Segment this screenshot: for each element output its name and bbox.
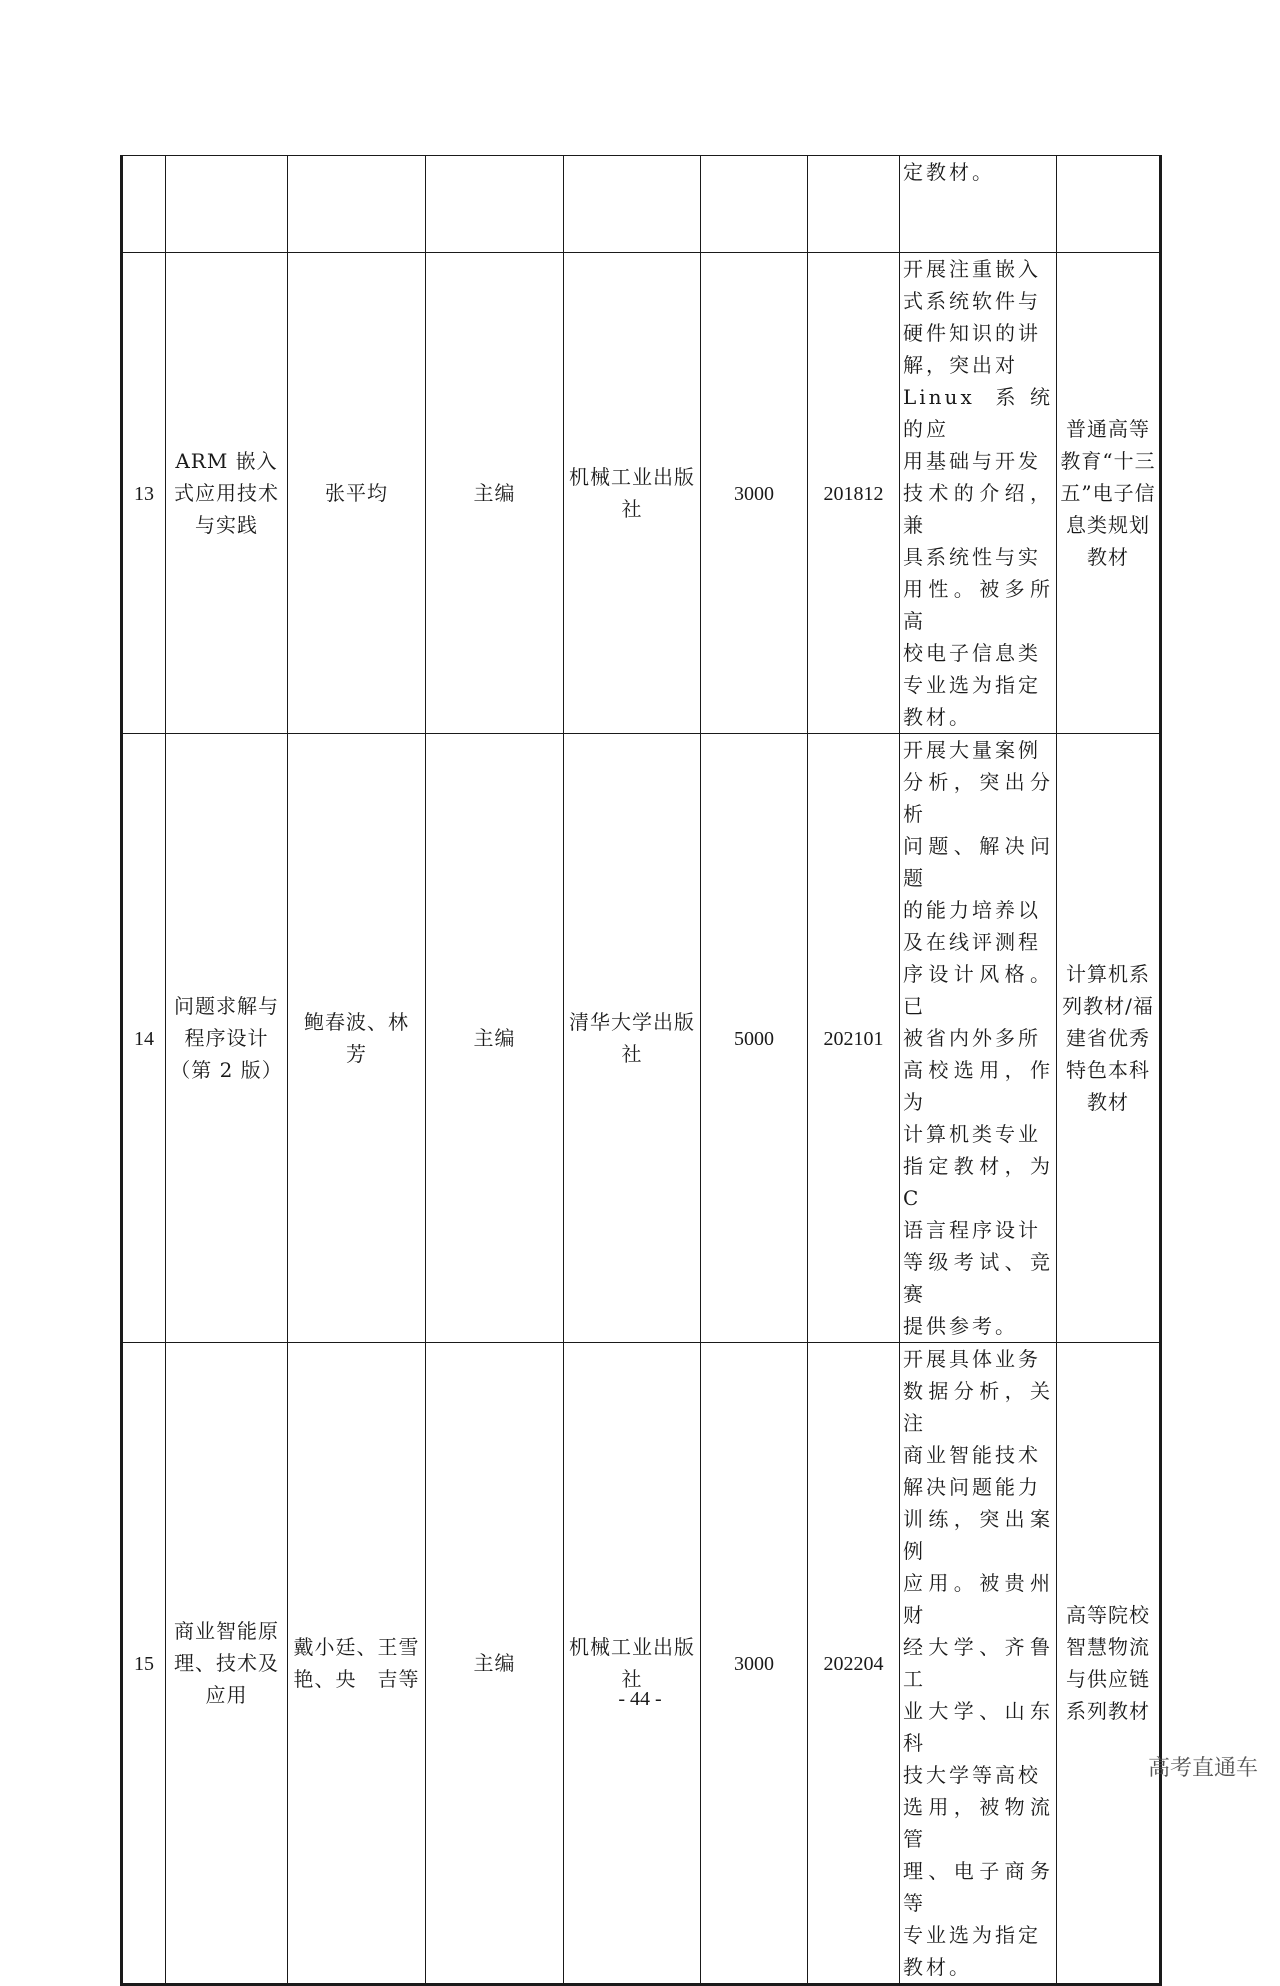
cell-publisher [564, 253, 701, 734]
publisher: 清华大学出版 社 [569, 1010, 695, 1066]
cell-role [426, 253, 564, 734]
cell-date [808, 734, 900, 1343]
cell-desc [900, 253, 1057, 734]
cell-role [426, 156, 564, 253]
cell-no [122, 156, 166, 253]
desc-text: 开展大量案例 分析，突出分析 问题、解决问题 的能力培养以 及在线评测程 序设计风格。已 被省内外多所 高校选用，作为 计算机类专业 指定教材，为 C 语言程序设计 等级考试、竞赛 提供参考。 [903, 738, 1053, 1338]
cell-copies [701, 1343, 808, 1985]
desc-text: 开展具体业务 数据分析，关注 商业智能技术 解决问题能力 训练，突出案例 应用。被贵州财 经大学、齐鲁工 业大学、山东科 技大学等高校 选用，被物流管 理、电子商务等 专业选为指定 教材。 [903, 1347, 1053, 1979]
cell-title [166, 253, 288, 734]
publish-date: 201812 [823, 482, 884, 505]
publisher: 机械工业出版 社 [569, 1635, 695, 1691]
table-row [122, 734, 1161, 1343]
cell-role [426, 734, 564, 1343]
copies: 3000 [734, 1652, 774, 1675]
desc-text: 定教材。 [903, 160, 995, 184]
cell-author [288, 1343, 426, 1985]
row-number: 15 [134, 1652, 154, 1675]
desc-text: 开展注重嵌入 式系统软件与 硬件知识的讲 解，突出对 Linux 系统的应 用基础与开发 技术的介绍，兼 具系统性与实 用性。被多所高 校电子信息类 专业选为指定 教材。 [903, 257, 1053, 729]
book-title: 商业智能原 理、技术及 应用 [174, 1619, 279, 1707]
cell-publisher [564, 734, 701, 1343]
cell-author [288, 156, 426, 253]
series: 计算机系 列教材/福 建省优秀 特色本科 教材 [1062, 962, 1154, 1114]
watermark-text: 高考直通车 [1147, 1756, 1258, 1781]
author: 张平均 [325, 481, 388, 505]
cell-no [122, 253, 166, 734]
author: 戴小廷、王雪 艳、央 吉等 [293, 1635, 420, 1691]
copies: 3000 [734, 482, 774, 505]
cell-series [1057, 734, 1161, 1343]
cell-desc [900, 156, 1057, 253]
author: 鲍春波、林 芳 [304, 1010, 409, 1066]
page-number: - 44 - [618, 1688, 662, 1710]
role: 主编 [473, 481, 516, 505]
cell-series [1057, 156, 1161, 253]
cell-no [122, 1343, 166, 1985]
row-number: 13 [134, 482, 154, 505]
table-row [122, 253, 1161, 734]
table-row-continued [122, 156, 1161, 253]
table-row [122, 1343, 1161, 1985]
cell-publisher [564, 156, 701, 253]
cell-no [122, 734, 166, 1343]
cell-desc [900, 734, 1057, 1343]
textbook-table [120, 155, 1162, 1986]
cell-title [166, 1343, 288, 1985]
publish-date: 202204 [823, 1652, 884, 1675]
cell-author [288, 253, 426, 734]
cell-copies [701, 253, 808, 734]
cell-title [166, 156, 288, 253]
book-title: ARM 嵌入 式应用技术 与实践 [174, 449, 279, 537]
cell-series [1057, 253, 1161, 734]
cell-publisher [564, 1343, 701, 1985]
book-title: 问题求解与 程序设计 （第 2 版） [170, 994, 283, 1082]
series: 普通高等 教育“十三 五”电子信 息类规划 教材 [1060, 417, 1156, 569]
publisher: 机械工业出版 社 [569, 465, 695, 521]
role: 主编 [473, 1026, 516, 1050]
cell-date [808, 1343, 900, 1985]
row-number: 14 [134, 1027, 154, 1050]
cell-date [808, 253, 900, 734]
series: 高等院校 智慧物流 与供应链 系列教材 [1066, 1603, 1150, 1723]
role: 主编 [473, 1651, 516, 1675]
cell-role [426, 1343, 564, 1985]
cell-date [808, 156, 900, 253]
cell-copies [701, 734, 808, 1343]
cell-copies [701, 156, 808, 253]
cell-author [288, 734, 426, 1343]
publish-date: 202101 [823, 1027, 884, 1050]
cell-desc [900, 1343, 1057, 1985]
cell-series [1057, 1343, 1161, 1985]
cell-title [166, 734, 288, 1343]
copies: 5000 [734, 1027, 774, 1050]
